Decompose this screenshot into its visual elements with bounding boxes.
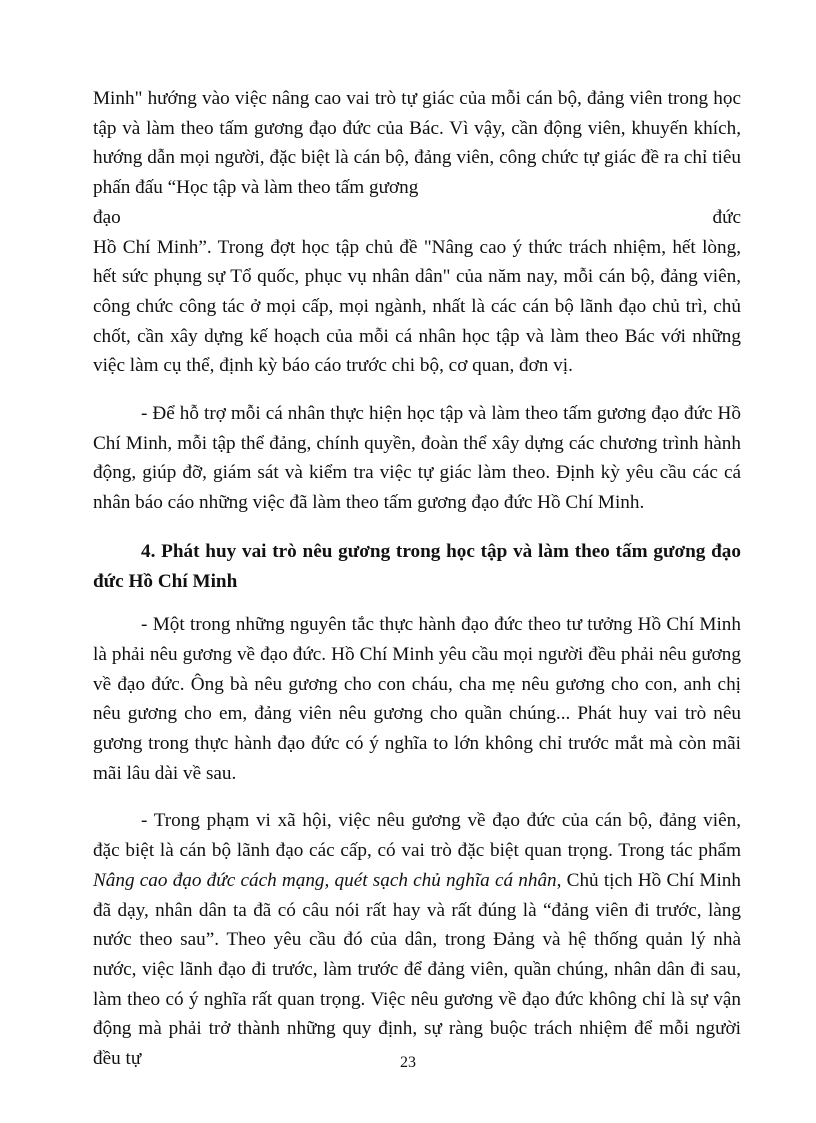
paragraph-1-split-line (93, 203, 741, 233)
paragraph-4-text-a: - Trong phạm vi xã hội, việc nêu gương về đạo đức của cán bộ, đảng viên, đặc biệt là cán bộ lãnh đạo các cấp, có vai trò đặc biệt quan trọng. Trong tác phẩm (93, 810, 741, 862)
section-heading: 4. Phát huy vai trò nêu gương trong học tập và làm theo tấm gương đạo đức Hồ Chí Minh (93, 540, 741, 592)
document-body (93, 84, 741, 1074)
paragraph-4-text-b: , Chủ tịch Hồ Chí Minh đã dạy, nhân dân ta đã có câu nói rất hay và rất đúng là “đảng viên đi trước, làng nước theo sau”. Theo yêu cầu đó của dân, trong Đảng và hệ thống quản lý nhà nước, việc lãnh đạo đi trước, làm trước để đảng viên, quần chúng, nhân dân đi sau, làm theo có ý nghĩa rất quan trọng. Việc nêu gương về đạo đức không chỉ là sự vận động mà phải trở thành những quy định, sự ràng buộc trách nhiệm để mỗi người đều tự (93, 869, 741, 1070)
paragraph-4 (93, 806, 741, 1073)
paragraph-3: - Một trong những nguyên tắc thực hành đạo đức theo tư tưởng Hồ Chí Minh là phải nêu gương về đạo đức. Hồ Chí Minh yêu cầu mọi người đều phải nêu gương về đạo đức. Ông bà nêu gương cho con cháu, cha mẹ nêu gương cho con, anh chị nêu gương cho em, đảng viên nêu gương cho quần chúng... Phát huy vai trò nêu gương trong thực hành đạo đức có ý nghĩa to lớn không chỉ trước mắt mà còn mãi mãi lâu dài về sau. (93, 614, 741, 784)
paragraph-1-text-a: Minh" hướng vào việc nâng cao vai trò tự giác của mỗi cán bộ, đảng viên trong học tập và làm theo tấm gương đạo đức của Bác. Vì vậy, cần động viên, khuyến khích, hướng dẫn mọi người, đặc biệt là cán bộ, đảng viên, công chức tự giác đề ra chỉ tiêu phấn đấu “Học tập và làm theo tấm gương (93, 88, 741, 199)
paragraph-1-split-right: đức (712, 206, 741, 228)
page-number: 23 (400, 1054, 416, 1071)
paragraph-1-text-b: Hồ Chí Minh”. Trong đợt học tập chủ đề "Nâng cao ý thức trách nhiệm, hết lòng, hết sức phụng sự Tổ quốc, phục vụ nhân dân" của năm nay, mỗi cán bộ, đảng viên, công chức công tác ở mọi cấp, mọi ngành, nhất là các cán bộ lãnh đạo chủ trì, chủ chốt, cần xây dựng kế hoạch của mỗi cá nhân học tập và làm theo Bác với những việc làm cụ thể, định kỳ báo cáo trước chi bộ, cơ quan, đơn vị. (93, 236, 741, 377)
paragraph-1 (93, 84, 741, 203)
book-title: Nâng cao đạo đức cách mạng, quét sạch chủ nghĩa cá nhân (93, 869, 557, 891)
paragraph-1-continued (93, 233, 741, 382)
paragraph-2: - Để hỗ trợ mỗi cá nhân thực hiện học tập và làm theo tấm gương đạo đức Hồ Chí Minh, mỗi tập thể đảng, chính quyền, đoàn thể xây dựng các chương trình hành động, giúp đỡ, giám sát và kiểm tra việc tự giác làm theo. Định kỳ yêu cầu các cá nhân báo cáo những việc đã làm theo tấm gương đạo đức Hồ Chí Minh. (93, 403, 741, 514)
paragraph-1-split-left: đạo (93, 206, 121, 228)
